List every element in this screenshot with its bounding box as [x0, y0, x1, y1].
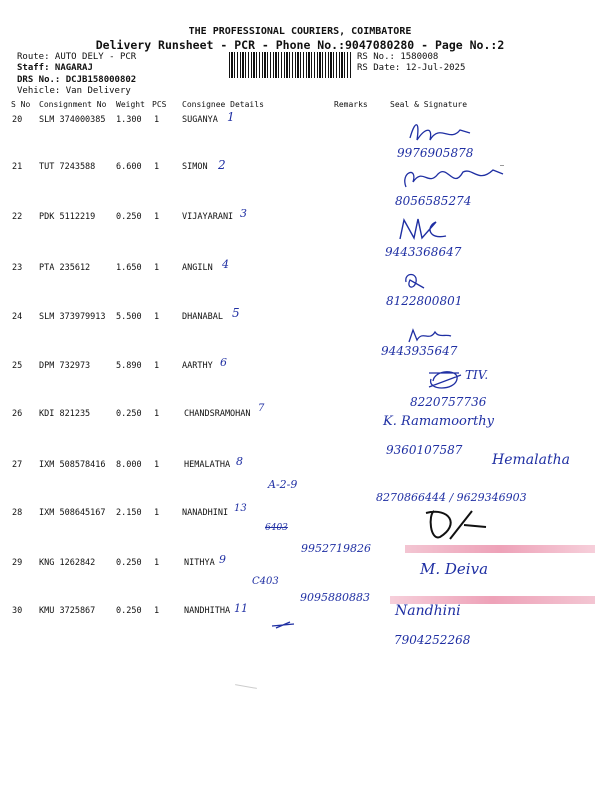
row-pcs: 1 [154, 162, 160, 172]
row-mark: 8 [236, 455, 243, 468]
row-consignee: NANDHITHA [184, 606, 231, 616]
row-consignee: AARTHY [182, 361, 213, 371]
row-consignee: ANGILN [182, 263, 213, 273]
row-phone: 8220757736 [410, 395, 487, 409]
row-consignment: KMU 3725867 [39, 606, 96, 616]
row-sno: 26 [12, 409, 23, 419]
signature-text: Hemalatha [492, 452, 570, 468]
signature-text: K. Ramamoorthy [383, 414, 495, 429]
row-pcs: 1 [154, 409, 160, 419]
row-consignee: SUGANYA [182, 115, 218, 125]
row-phone: 8122800801 [386, 294, 463, 308]
row-mark: 4 [222, 258, 229, 271]
row-sno: 22 [12, 212, 23, 222]
row-phone: 9095880883 [300, 591, 370, 604]
row-sno: 21 [12, 162, 23, 172]
row-phone: 7904252268 [394, 633, 471, 647]
row-weight: 0.250 [116, 409, 142, 419]
staff-label: Staff: NAGARAJ [17, 63, 93, 73]
vehicle-label: Vehicle: Van Delivery [17, 86, 131, 96]
row-phone: 9443368647 [385, 245, 462, 259]
signature-text: M. Deiva [420, 560, 489, 578]
row-weight: 5.890 [116, 361, 142, 371]
row-weight: 2.150 [116, 508, 142, 518]
signature-scribble [405, 326, 455, 346]
row-sno: 23 [12, 263, 23, 273]
drs-number: DRS No.: DCJB158000802 [17, 75, 137, 85]
handwritten-note: C403 [252, 576, 279, 587]
row-mark: 13 [234, 503, 247, 514]
row-mark: 2 [218, 158, 226, 172]
row-pcs: 1 [154, 460, 160, 470]
row-weight: 5.500 [116, 312, 142, 322]
signature-scribble [400, 270, 430, 292]
row-consignment: PTA 235612 [39, 263, 91, 273]
scan-mark [500, 165, 504, 166]
col-consignment: Consignment No [39, 100, 107, 109]
row-consignment: TUT 7243588 [39, 162, 96, 172]
row-pcs: 1 [154, 508, 160, 518]
row-consignment: IXM 508645167 [39, 508, 106, 518]
row-weight: 1.300 [116, 115, 142, 125]
handwritten-note: A-2-9 [268, 478, 298, 491]
row-consignment: KNG 1262842 [39, 558, 96, 568]
col-signature: Seal & Signature [390, 100, 468, 109]
row-consignment: IXM 508578416 [39, 460, 106, 470]
row-pcs: 1 [154, 606, 160, 616]
signature-scribble [405, 118, 475, 148]
handwritten-note: 6403 [265, 523, 288, 533]
signature-scribble [420, 505, 490, 545]
rs-number: RS No.: 1580008 [357, 52, 439, 62]
row-weight: 6.600 [116, 162, 142, 172]
row-pcs: 1 [154, 115, 160, 125]
runsheet-title: Delivery Runsheet - PCR - Phone No.:9047080280 - Page No.:2 [95, 38, 505, 52]
row-weight: 0.250 [116, 558, 142, 568]
row-consignee: SIMON [182, 162, 208, 172]
row-mark: 7 [258, 403, 265, 414]
row-weight: 8.000 [116, 460, 142, 470]
col-remarks: Remarks [334, 100, 368, 109]
scribble-mark [270, 620, 296, 630]
row-consignee: DHANABAL [182, 312, 223, 322]
row-mark: 9 [219, 553, 226, 566]
row-consignee: NITHYA [184, 558, 215, 568]
row-phone: 9952719826 [301, 542, 371, 555]
row-consignment: DPM 732973 [39, 361, 91, 371]
col-consignee: Consignee Details [182, 100, 264, 109]
row-phone: 9976905878 [397, 146, 474, 160]
col-pcs: PCS [152, 100, 167, 109]
row-weight: 0.250 [116, 212, 142, 222]
row-phone: 9443935647 [381, 344, 458, 358]
row-pcs: 1 [154, 212, 160, 222]
scan-mark [235, 684, 257, 689]
row-sno: 28 [12, 508, 23, 518]
signature-scribble [398, 162, 508, 192]
redacted-area [405, 545, 595, 553]
row-sno: 29 [12, 558, 23, 568]
route-label: Route: AUTO DELY - PCR [17, 52, 137, 62]
signature-scribble [396, 214, 456, 244]
row-consignment: SLM 374000385 [39, 115, 106, 125]
row-consignee: VIJAYARANI [182, 212, 234, 222]
row-sno: 27 [12, 460, 23, 470]
row-pcs: 1 [154, 361, 160, 371]
company-title: THE PROFESSIONAL COURIERS, COIMBATORE [188, 26, 412, 37]
row-mark: 1 [227, 110, 235, 124]
row-consignment: KDI 821235 [39, 409, 91, 419]
row-mark: 11 [234, 602, 248, 615]
row-weight: 1.650 [116, 263, 142, 273]
row-sno: 30 [12, 606, 23, 616]
row-mark: 3 [240, 207, 247, 220]
row-mark: 5 [232, 306, 240, 320]
row-weight: 0.250 [116, 606, 142, 616]
row-phone: 8056585274 [395, 194, 472, 208]
row-sno: 20 [12, 115, 23, 125]
signature-scribble [425, 367, 465, 393]
barcode [229, 52, 351, 78]
col-weight: Weight [116, 100, 145, 109]
row-phone: 8270866444 / 9629346903 [376, 491, 527, 504]
row-sno: 25 [12, 361, 23, 371]
row-consignee: NANADHINI [182, 508, 229, 518]
col-sno: S No [11, 100, 31, 109]
row-pcs: 1 [154, 558, 160, 568]
row-consignment: SLM 373979913 [39, 312, 106, 322]
row-pcs: 1 [154, 263, 160, 273]
rs-date: RS Date: 12-Jul-2025 [357, 63, 466, 73]
row-sno: 24 [12, 312, 23, 322]
row-pcs: 1 [154, 312, 160, 322]
row-mark: 6 [220, 356, 227, 369]
row-consignee: CHANDSRAMOHAN [184, 409, 251, 419]
row-consignee: HEMALATHA [184, 460, 231, 470]
row-phone: 9360107587 [386, 443, 463, 457]
signature-text: Nandhini [395, 603, 461, 619]
row-consignment: PDK 5112219 [39, 212, 96, 222]
signature-text: TIV. [465, 368, 489, 382]
